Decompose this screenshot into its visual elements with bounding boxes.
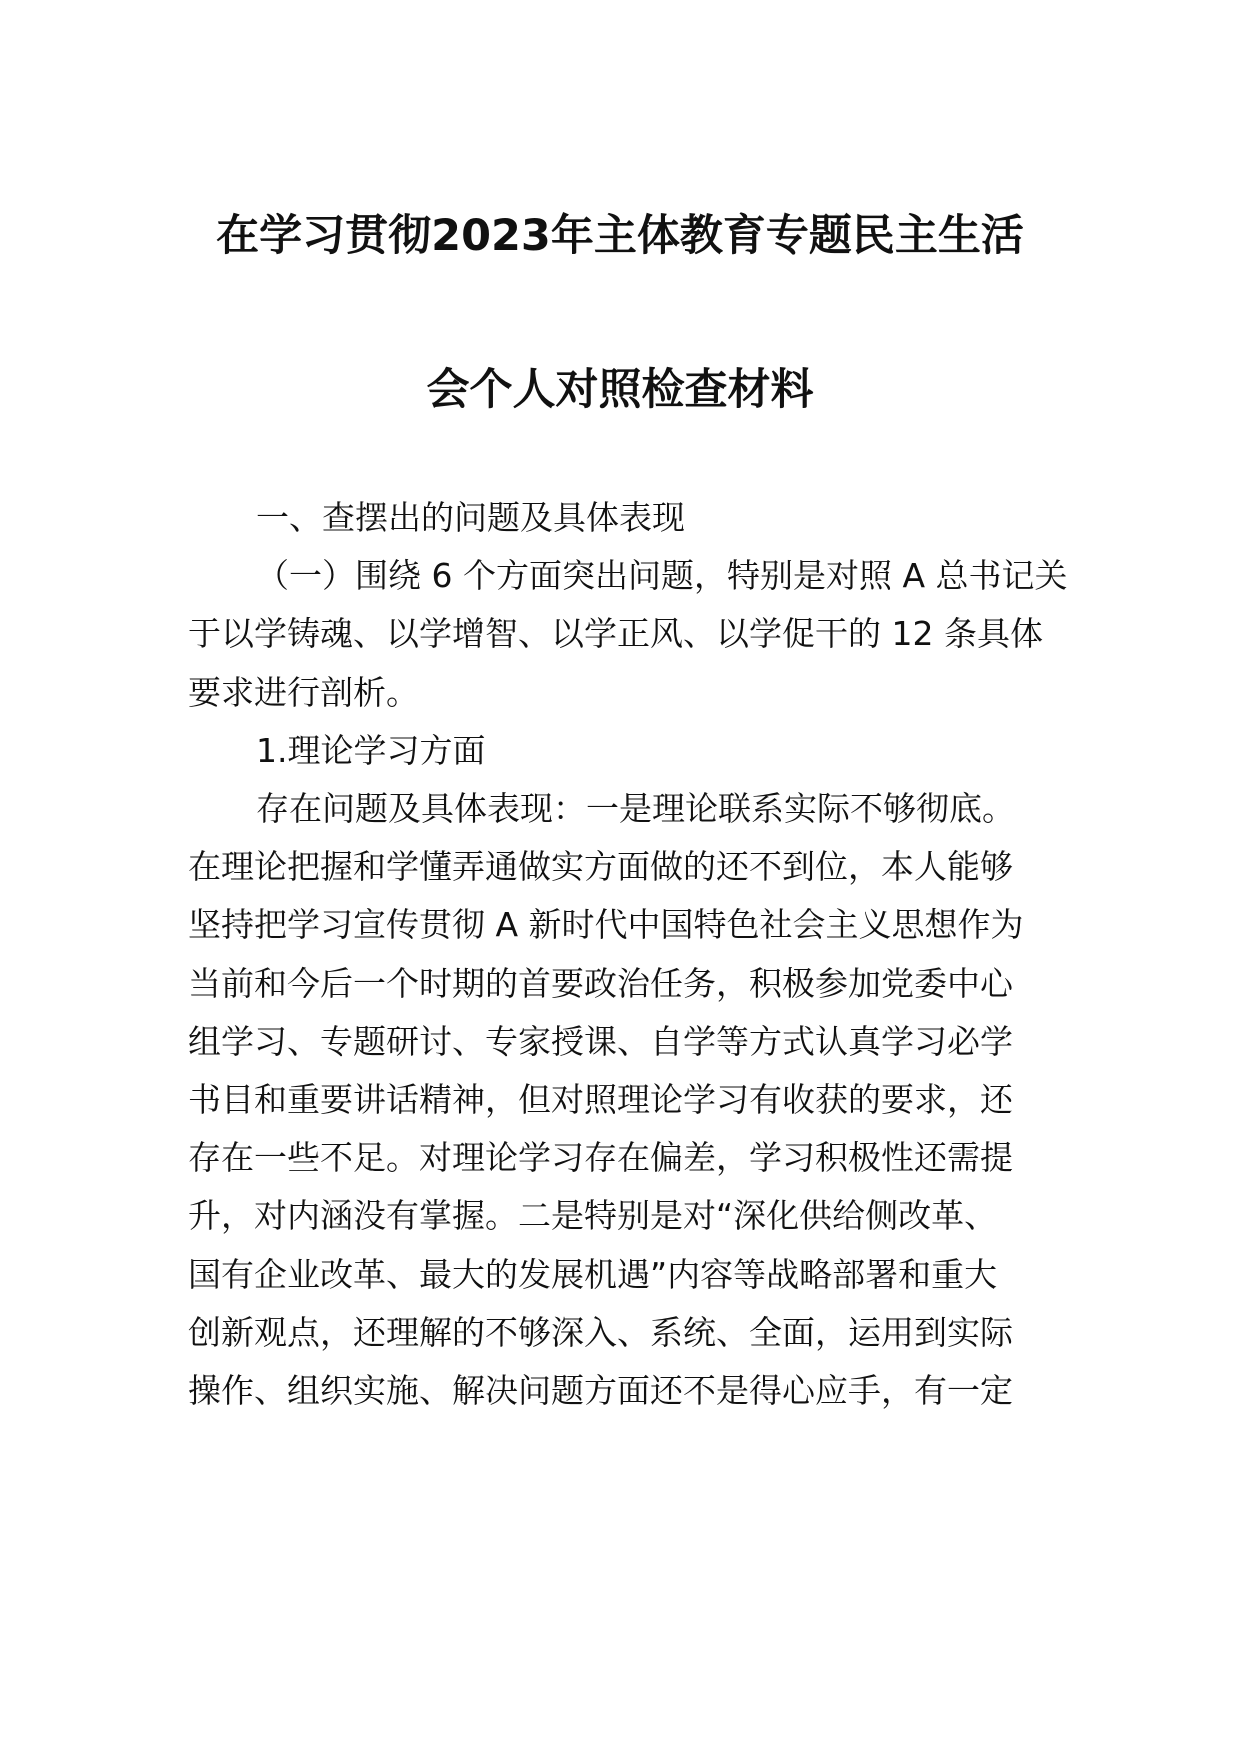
body-text-line: （一）围绕 6 个方面突出问题，特别是对照 A 总书记关 [256, 556, 1068, 596]
body-text-line: 操作、组织实施、解决问题方面还不是得心应手，有一定 [188, 1371, 1013, 1410]
body-text-line: 升，对内涵没有掌握。二是特别是对“深化供给侧改革、 [188, 1196, 998, 1236]
body-text-line: 书目和重要讲话精神，但对照理论学习有收获的要求，还 [188, 1080, 1013, 1119]
body-text-line: 在理论把握和学懂弄通做实方面做的还不到位，本人能够 [188, 847, 1013, 887]
body-text-line: 组学习、专题研讨、专家授课、自学等方式认真学习必学 [188, 1021, 1013, 1061]
body-text-line: 于以学铸魂、以学增智、以学正风、以学促干的 12 条具体 [188, 614, 1043, 654]
body-text-line: 坚持把学习宣传贯彻 A 新时代中国特色社会主义思想作为 [188, 905, 1024, 945]
body-text-line: 存在一些不足。对理论学习存在偏差，学习积极性还需提 [188, 1138, 1013, 1178]
body-text-line: 1.理论学习方面 [256, 730, 486, 770]
body-text-line: 国有企业改革、最大的发展机遇”内容等战略部署和重大 [188, 1254, 998, 1294]
body-text-line: 创新观点，还理解的不够深入、系统、全面，运用到实际 [188, 1312, 1013, 1352]
document-title-line-2: 会个人对照检查材料 [426, 365, 814, 415]
document-title-line-1: 在学习贯彻2023年主体教育专题民主生活 [216, 211, 1024, 261]
body-text-line: 存在问题及具体表现：一是理论联系实际不够彻底。 [256, 789, 1015, 828]
body-text-line: 一、查摆出的问题及具体表现 [256, 498, 685, 537]
body-text-line: 要求进行剖析。 [188, 672, 419, 712]
body-text-line: 当前和今后一个时期的首要政治任务，积极参加党委中心 [188, 963, 1013, 1003]
